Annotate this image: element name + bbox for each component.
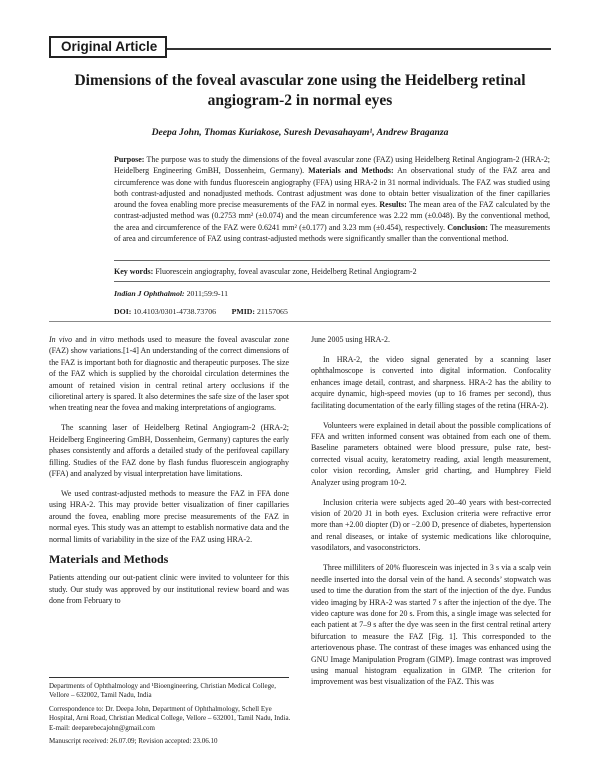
methods-continuation: June 2005 using HRA-2.	[311, 335, 390, 344]
doi-value[interactable]: 10.4103/0301-4738.73706	[133, 307, 217, 316]
intro-conjunction: and	[72, 335, 91, 344]
abstract-divider	[114, 260, 550, 261]
intro-paragraph-1-text: methods used to measure the foveal avascular zone (FAZ) show variations.[1-4] An understanding of the correct dimensions of the FAZ is important both for diagnostic and therapeutic purposes. The size of the FAZ which is supplied by the choroidal circulation determines the amount of retained vision in central retinal artery occlusions if the cilioretinal artery is spared. It also determines the safe size of the laser spot when treating near the fovea and making interpretations of angiograms.	[49, 335, 290, 413]
abstract-methods-label: Materials and Methods:	[308, 166, 394, 176]
author-list: Deepa John, Thomas Kuriakose, Suresh Devasahayam¹, Andrew Braganza	[151, 127, 449, 138]
intro-paragraph-2: The scanning laser of Heidelberg Retinal Angiogram-2 (HRA-2; Heidelberg Engineering GmBH, Dossenheim, Germany) captures the early phases consistently and affords a detailed study of the perifoveal capillary filling. Studies of the FAZ done by flash fundus fluorescein angiography (FFA) and analyzed by visual interpretation have limitations.	[49, 423, 289, 479]
citation-journal: Indian J Ophthalmol:	[114, 289, 185, 298]
footnote-rule	[49, 677, 289, 678]
keywords-divider	[114, 281, 550, 282]
article-title: Dimensions of the foveal avascular zone using the Heidelberg retinal angiogram-2 in normal eyes	[74, 72, 526, 109]
citation-volume: 2011;59:9-11	[186, 289, 229, 298]
intro-paragraph-3: We used contrast-adjusted methods to measure the FAZ in FFA done using HRA-2. This may provide better visualization of finer capillaries around the fovea, enabling more precise measurements of the FAZ in normal eyes. This study was an attempt to establish normative data and the normal limits of variability in the size of the FAZ using HRA-2.	[49, 489, 289, 544]
abstract-conclusion-label: Conclusion:	[447, 222, 488, 232]
left-column	[49, 334, 289, 615]
section-badge: Original Article	[49, 36, 167, 58]
abstract-purpose: The purpose was to study the dimensions of the foveal avascular zone (FAZ) using Heidelberg Retinal Angiogram-2 (HRA-2; Heidelberg Engineering GmBH, Dossenheim, Germany).	[114, 155, 551, 176]
citation	[114, 289, 228, 298]
methods-heading: Materials and Methods	[49, 551, 169, 566]
correspondence-note: Correspondence to: Dr. Deepa John, Department of Ophthalmology, Schell Eye Hospital, Arni Road, Christian Medical College, Vellore – 632001, Tamil Nadu, India. E-mail: deeparebecajohn@gmail.com	[49, 704, 291, 732]
abstract-methods: An observational study of the FAZ area and circumference was done with fundus fluorescein angiography (FFA) using HRA-2 in 31 normal individuals. The FAZ was studied using both contrast-adjusted and nonadjusted methods. Contrast adjustment was done to obtain better visualization of the finer capillaries around the fovea enabling more precise measurements of the FAZ in normal eyes.	[114, 166, 550, 210]
in-vivo-term: In vivo	[49, 335, 73, 344]
keywords-text: Fluorescein angiography, foveal avascular zone, Heidelberg Retinal Angiogram-2	[155, 267, 417, 276]
intro-paragraph-1	[49, 334, 289, 414]
front-matter-divider	[49, 321, 551, 322]
header-rule	[167, 48, 551, 50]
affiliation-note: Departments of Ophthalmology and ¹Bioengineering, Christian Medical College, Vellore – 632002, Tamil Nadu, India	[49, 682, 277, 700]
methods-paragraph-2: In HRA-2, the video signal generated by a scanning laser ophthalmoscope is converted into digital information. Confocality enhances image detail, contrast, and sharpness. HRA-2 has the ability to acquire dynamic, high-speed movies (up to 16 frames per second), thus facilitating documentation of the early filling stages of the retina (HRA-2).	[311, 355, 551, 410]
methods-paragraph-1: Patients attending our out-patient clinic were invited to volunteer for this study. Our study was approved by our institutional review board and was done from February to	[49, 573, 289, 605]
doi-label: DOI:	[114, 307, 132, 316]
abstract-results: The mean area of the FAZ calculated by the contrast-adjusted method was (0.2753 mm² (±0.074) and the mean circumference was 2.22 mm (±0.048). By the conventional method, the area and circumference of the FAZ were 0.6241 mm² (±0.177) and 3.23 mm (±0.454), respectively.	[114, 200, 550, 232]
manuscript-dates: Manuscript received: 26.07.09; Revision accepted: 23.06.10	[49, 737, 218, 746]
pmid-value[interactable]: 21157065	[256, 307, 288, 316]
keywords-label: Key words:	[114, 267, 154, 276]
abstract-conclusion: The measurements of area and circumference of FAZ using contrast-adjusted methods were significantly smaller than the conventional method.	[114, 222, 551, 244]
keywords	[114, 267, 550, 276]
right-column	[311, 334, 551, 696]
methods-paragraph-5: Three milliliters of 20% fluorescein was injected in 3 s via a scalp vein needle inserted into the dorsal vein of the hand. A seconds’ stopwatch was used to time the duration from the start of the injection of the dye. Fundus video imaging by HRA-2 was started 7 s after the injection of the dye. The video capture was done for 20 s. From this, a single image was selected for each patient at 7–9 s after the dye was seen in the first central retinal artery bifurcation to measure the FAZ [Fig. 1]. This corresponded to the arteriovenous phase. The contrast of these images was enhanced using the GNU Image Manipulation Program (GIMP). Image contrast was improved using manual histogram equalization in GIMP. The criterion for improvement was best visualization of the FAZ. This was	[311, 563, 551, 687]
abstract-purpose-label: Purpose:	[114, 155, 145, 164]
footnotes	[49, 682, 294, 750]
in-vitro-term: in vitro	[90, 335, 115, 344]
methods-paragraph-3: Volunteers were explained in detail about the possible complications of FFA and written informed consent was obtained from each one of them. Baseline parameters obtained were blood pressure, pulse rate, best-corrected visual acuity, keratometry reading, axial length measurement, color vision recording, Amsler grid charting, and Humphrey Field Analyzer using program 10-2.	[311, 420, 551, 487]
abstract-results-label: Results:	[379, 200, 407, 210]
doi-line	[114, 307, 288, 316]
methods-paragraph-4: Inclusion criteria were subjects aged 20–40 years with best-corrected vision of 20/20 J1 in both eyes. Exclusion criteria were refractive error more than +2.00 diopter (D) or −2.00 D, presence of diabetes, hypertension and renal diseases, or intake of systemic medications like chloroquine, vasodilators, and vasoconstrictors.	[311, 497, 551, 553]
pmid-label: PMID:	[231, 307, 255, 316]
abstract	[114, 154, 550, 244]
